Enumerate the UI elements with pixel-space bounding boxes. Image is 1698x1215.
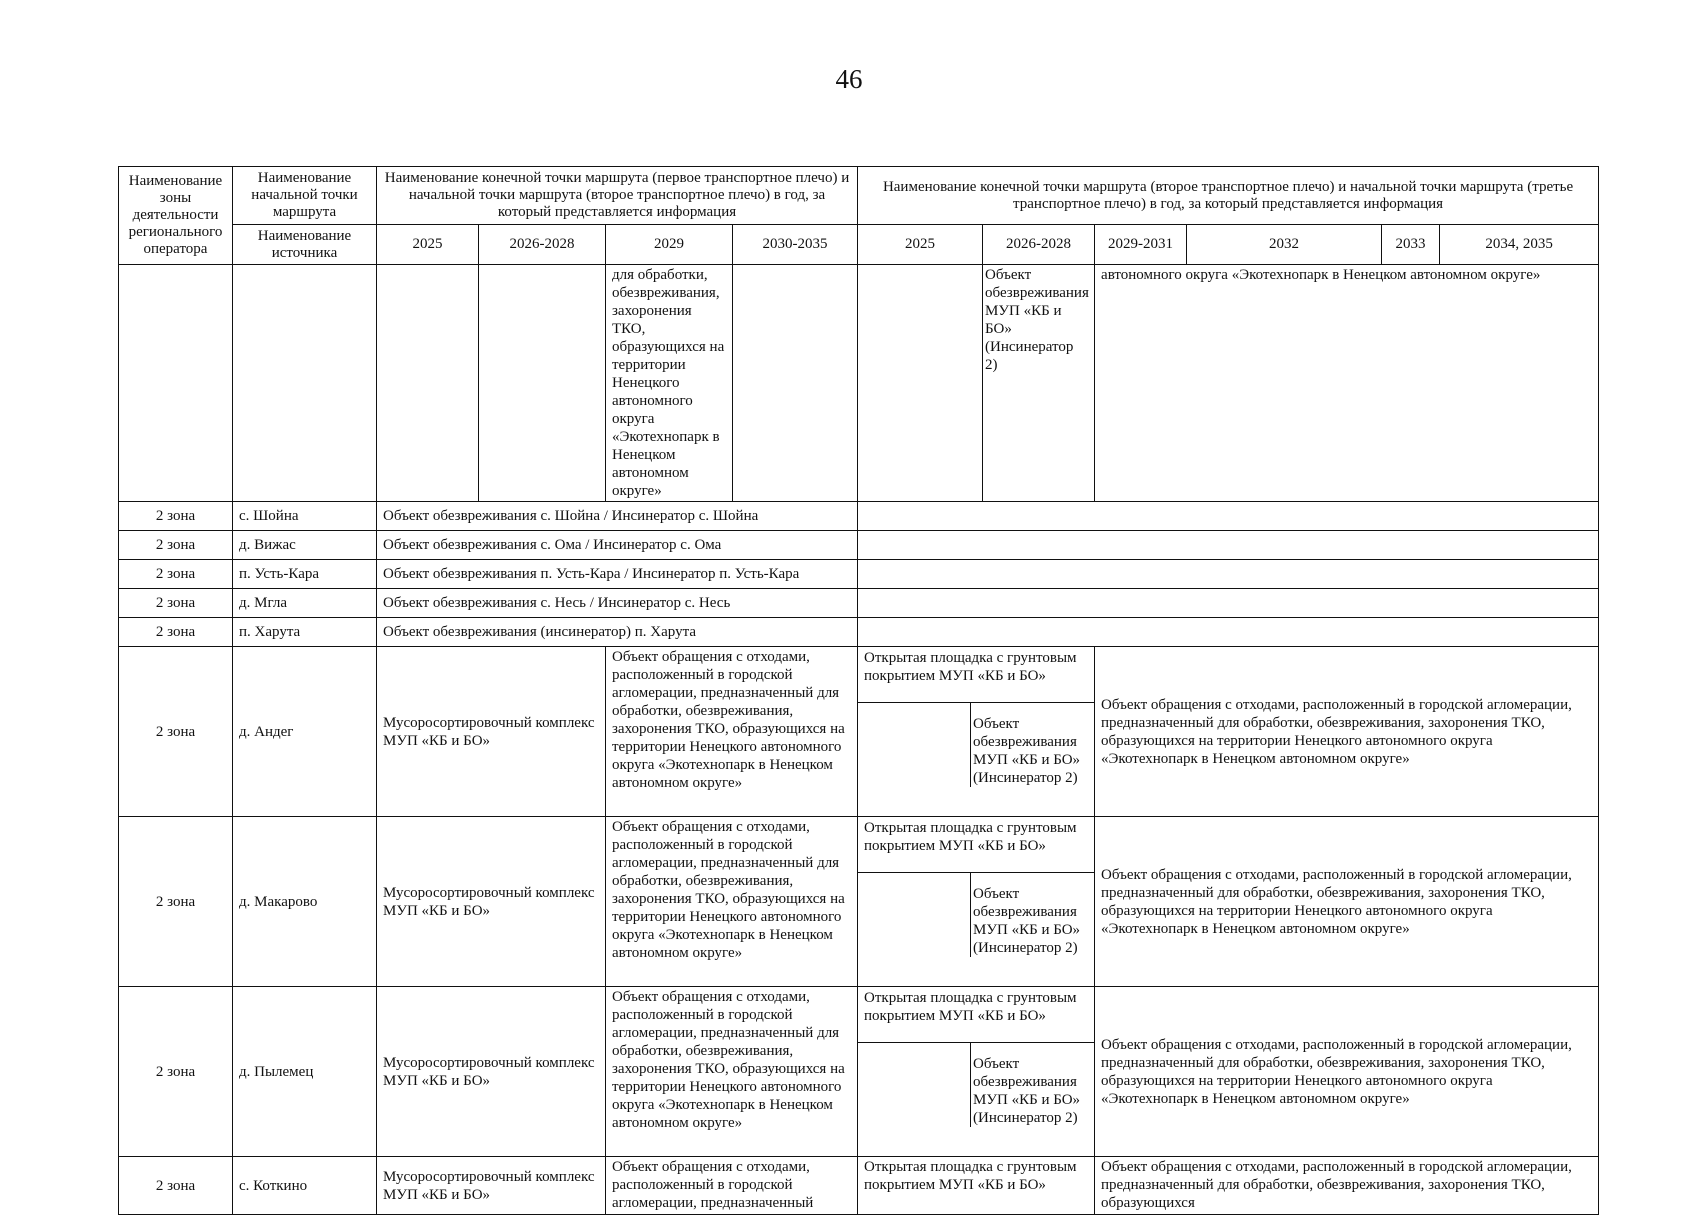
year-col: 2029 xyxy=(606,225,733,265)
transfer-cell xyxy=(858,987,1095,1157)
zone-cell: 2 зона xyxy=(119,987,233,1157)
source-cell: Мусоросортировочный комплекс МУП «КБ и БО» xyxy=(377,817,606,987)
start-cell: д. Мгла xyxy=(233,589,377,618)
transfer-cell xyxy=(858,817,1095,987)
year-col: 2029-2031 xyxy=(1095,225,1187,265)
header-group-1: Наименование конечной точки маршрута (первое транспортное плечо) и начальной точки маршрута (второе транспортное плечо) в год, за который представляется информация xyxy=(377,167,858,225)
dest-2029-cell: Объект обращения с отходами, расположенный в городской агломерации, предназначенный для обработки, обезвреживания, захоронения ТКО, образующихся на территории Ненецкого автономного округа «Экотехнопарк в Ненецком автономном округе» xyxy=(606,987,858,1157)
zone-cell: 2 зона xyxy=(119,817,233,987)
header-start-point: Наименование начальной точки маршрута xyxy=(233,167,377,225)
incinerator-label: Объект обезвреживания МУП «КБ и БО» (Инсинератор 2) xyxy=(973,1056,1081,1126)
dest-cell: Объект обезвреживания с. Шойна / Инсинератор с. Шойна xyxy=(377,502,858,531)
incinerator-label: Объект обезвреживания МУП «КБ и БО» (Инсинератор 2) xyxy=(973,716,1081,786)
table-row xyxy=(119,987,1599,1157)
dest-cell: Объект обезвреживания с. Несь / Инсинератор с. Несь xyxy=(377,589,858,618)
dest-cell: Объект обезвреживания (инсинератор) п. Харута xyxy=(377,618,858,647)
table-row xyxy=(119,589,1599,618)
dest-2029-cell: Объект обращения с отходами, расположенный в городской агломерации, предназначенный для обработки, обезвреживания, захоронения ТКО, образующихся на территории Ненецкого автономного округа «Экотехнопарк в Ненецком автономном округе» xyxy=(606,647,858,817)
zone-cell: 2 зона xyxy=(119,589,233,618)
zone-cell: 2 зона xyxy=(119,1157,233,1215)
zone-cell: 2 зона xyxy=(119,618,233,647)
table-row xyxy=(119,618,1599,647)
year-col: 2026-2028 xyxy=(983,225,1095,265)
page-number: 46 xyxy=(835,64,863,94)
year-col: 2030-2035 xyxy=(733,225,858,265)
source-cell: Мусоросортировочный комплекс МУП «КБ и БО» xyxy=(377,987,606,1157)
year-col: 2034, 2035 xyxy=(1440,225,1599,265)
continuation-row xyxy=(119,265,1599,502)
start-cell: с. Шойна xyxy=(233,502,377,531)
open-site-label: Открытая площадка с грунтовым покрытием МУП «КБ и БО» xyxy=(858,1157,1095,1215)
dest-cell: Объект обезвреживания п. Усть-Кара / Инсинератор п. Усть-Кара xyxy=(377,560,858,589)
year-col: 2033 xyxy=(1382,225,1440,265)
cont-2026-2028: Объект обезвреживания МУП «КБ и БО» (Инсинератор 2) xyxy=(983,265,1095,502)
header-row-1 xyxy=(119,167,1599,225)
start-cell: д. Андег xyxy=(233,647,377,817)
start-cell: д. Макарово xyxy=(233,817,377,987)
table-row xyxy=(119,647,1599,817)
final-dest-cell: Объект обращения с отходами, расположенный в городской агломерации, предназначенный для обработки, обезвреживания, захоронения ТКО, образующихся на территории Ненецкого автономного округа «Экотехнопарк в Ненецком автономном округе» xyxy=(1095,987,1599,1157)
cont-2029: для обработки, обезвреживания, захоронения ТКО, образующихся на территории Ненецкого автономного округа «Экотехнопарк в Ненецком автономном округе» xyxy=(606,265,733,502)
table-row xyxy=(119,560,1599,589)
table-row xyxy=(119,502,1599,531)
year-col: 2025 xyxy=(858,225,983,265)
final-dest-cell: Объект обращения с отходами, расположенный в городской агломерации, предназначенный для обработки, обезвреживания, захоронения ТКО, образующихся xyxy=(1095,1157,1599,1215)
cont-rest: автономного округа «Экотехнопарк в Ненецком автономном округе» xyxy=(1095,265,1599,502)
year-col: 2032 xyxy=(1187,225,1382,265)
start-cell: д. Вижас xyxy=(233,531,377,560)
header-group-2: Наименование конечной точки маршрута (второе транспортное плечо) и начальной точки маршрута (третье транспортное плечо) в год, за который представляется информация xyxy=(858,167,1599,225)
routes-table xyxy=(118,166,1599,1215)
dest-cell: Объект обезвреживания с. Ома / Инсинератор с. Ома xyxy=(377,531,858,560)
zone-cell: 2 зона xyxy=(119,531,233,560)
zone-cell: 2 зона xyxy=(119,647,233,817)
start-cell: с. Коткино xyxy=(233,1157,377,1215)
source-cell: Мусоросортировочный комплекс МУП «КБ и БО» xyxy=(377,1157,606,1215)
header-source: Наименование источника xyxy=(233,225,377,265)
year-col: 2025 xyxy=(377,225,479,265)
final-dest-cell: Объект обращения с отходами, расположенный в городской агломерации, предназначенный для обработки, обезвреживания, захоронения ТКО, образующихся на территории Ненецкого автономного округа «Экотехнопарк в Ненецком автономном округе» xyxy=(1095,817,1599,987)
start-cell: п. Усть-Кара xyxy=(233,560,377,589)
header-zone: Наименование зоны деятельности регионального оператора xyxy=(119,167,233,265)
source-cell: Мусоросортировочный комплекс МУП «КБ и БО» xyxy=(377,647,606,817)
incinerator-label: Объект обезвреживания МУП «КБ и БО» (Инсинератор 2) xyxy=(973,886,1081,956)
open-site-label: Открытая площадка с грунтовым покрытием МУП «КБ и БО» xyxy=(858,647,1094,703)
dest-2029-cell: Объект обращения с отходами, расположенный в городской агломерации, предназначенный xyxy=(606,1157,858,1215)
header-row-2 xyxy=(119,225,1599,265)
final-dest-cell: Объект обращения с отходами, расположенный в городской агломерации, предназначенный для обработки, обезвреживания, захоронения ТКО, образующихся на территории Ненецкого автономного округа «Экотехнопарк в Ненецком автономном округе» xyxy=(1095,647,1599,817)
open-site-label: Открытая площадка с грунтовым покрытием МУП «КБ и БО» xyxy=(858,817,1094,873)
transfer-cell xyxy=(858,647,1095,817)
zone-cell: 2 зона xyxy=(119,560,233,589)
zone-cell: 2 зона xyxy=(119,502,233,531)
start-cell: д. Пылемец xyxy=(233,987,377,1157)
table-row xyxy=(119,817,1599,987)
open-site-label: Открытая площадка с грунтовым покрытием МУП «КБ и БО» xyxy=(858,987,1094,1043)
table-row xyxy=(119,1157,1599,1215)
year-col: 2026-2028 xyxy=(479,225,606,265)
start-cell: п. Харута xyxy=(233,618,377,647)
dest-2029-cell: Объект обращения с отходами, расположенный в городской агломерации, предназначенный для обработки, обезвреживания, захоронения ТКО, образующихся на территории Ненецкого автономного округа «Экотехнопарк в Ненецком автономном округе» xyxy=(606,817,858,987)
table-row xyxy=(119,531,1599,560)
